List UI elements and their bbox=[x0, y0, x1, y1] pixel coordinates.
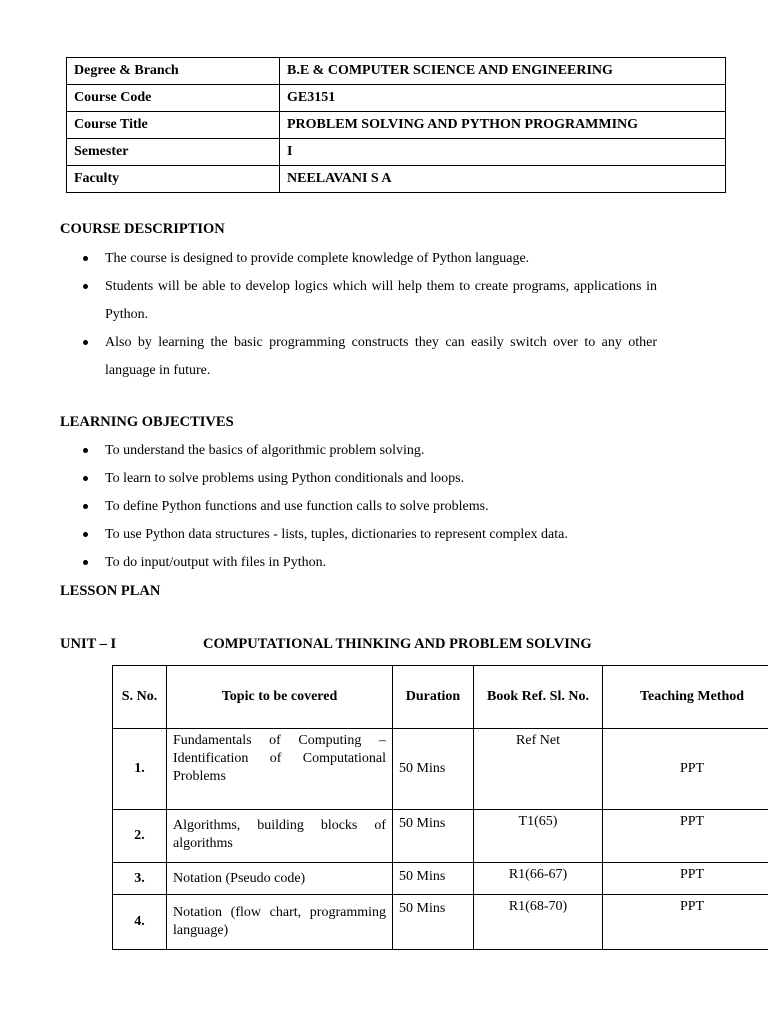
info-label: Faculty bbox=[67, 166, 280, 193]
row-topic: Notation (Pseudo code) bbox=[167, 863, 393, 895]
info-value: NEELAVANI S A bbox=[280, 166, 726, 193]
table-row bbox=[113, 895, 768, 950]
row-sno: 4. bbox=[113, 895, 167, 950]
info-value: I bbox=[280, 139, 726, 166]
table-row bbox=[113, 810, 768, 863]
header-sno: S. No. bbox=[113, 666, 167, 729]
table-row bbox=[113, 729, 768, 810]
course-info-table bbox=[66, 57, 726, 193]
row-book-ref: R1(68-70) bbox=[474, 895, 603, 950]
row-duration: 50 Mins bbox=[393, 729, 474, 810]
info-row-course-code bbox=[67, 85, 726, 112]
row-topic: Fundamentals of Computing – Identification of Computational Problems bbox=[167, 729, 393, 810]
table-row bbox=[113, 863, 768, 895]
row-book-ref: R1(66-67) bbox=[474, 863, 603, 895]
info-value: PROBLEM SOLVING AND PYTHON PROGRAMMING bbox=[280, 112, 726, 139]
learning-objectives-list bbox=[80, 437, 680, 577]
row-teaching-method: PPT bbox=[603, 895, 768, 950]
info-row-semester bbox=[67, 139, 726, 166]
row-teaching-method: PPT bbox=[603, 810, 768, 863]
lesson-plan-table bbox=[112, 665, 768, 950]
row-teaching-method: PPT bbox=[603, 729, 768, 810]
row-teaching-method: PPT bbox=[603, 863, 768, 895]
info-label: Semester bbox=[67, 139, 280, 166]
header-topic: Topic to be covered bbox=[167, 666, 393, 729]
row-sno: 3. bbox=[113, 863, 167, 895]
header-teaching-method: Teaching Method bbox=[603, 666, 768, 729]
list-item: Also by learning the basic programming constructs they can easily switch over to any other language in future. bbox=[80, 329, 657, 385]
info-label: Course Title bbox=[67, 112, 280, 139]
lesson-plan-heading: LESSON PLAN bbox=[60, 583, 161, 599]
header-book-ref: Book Ref. Sl. No. bbox=[474, 666, 603, 729]
list-item: To define Python functions and use function calls to solve problems. bbox=[80, 493, 680, 521]
info-value: GE3151 bbox=[280, 85, 726, 112]
unit-title: COMPUTATIONAL THINKING AND PROBLEM SOLVING bbox=[203, 636, 592, 652]
list-item: To understand the basics of algorithmic problem solving. bbox=[80, 437, 680, 465]
lesson-table-header bbox=[113, 666, 768, 729]
row-topic: Algorithms, building blocks of algorithms bbox=[167, 810, 393, 863]
row-sno: 1. bbox=[113, 729, 167, 810]
info-row-course-title bbox=[67, 112, 726, 139]
list-item: To do input/output with files in Python. bbox=[80, 549, 680, 577]
unit-label: UNIT – I bbox=[60, 636, 117, 652]
course-description-heading: COURSE DESCRIPTION bbox=[60, 221, 225, 237]
list-item: To learn to solve problems using Python conditionals and loops. bbox=[80, 465, 680, 493]
row-duration: 50 Mins bbox=[393, 895, 474, 950]
info-label: Course Code bbox=[67, 85, 280, 112]
row-duration: 50 Mins bbox=[393, 863, 474, 895]
row-duration: 50 Mins bbox=[393, 810, 474, 863]
learning-objectives-heading: LEARNING OBJECTIVES bbox=[60, 414, 234, 430]
row-book-ref: Ref Net bbox=[474, 729, 603, 810]
info-label: Degree & Branch bbox=[67, 58, 280, 85]
course-description-list bbox=[80, 245, 657, 385]
info-row-faculty bbox=[67, 166, 726, 193]
row-sno: 2. bbox=[113, 810, 167, 863]
row-book-ref: T1(65) bbox=[474, 810, 603, 863]
row-topic: Notation (flow chart, programming language) bbox=[167, 895, 393, 950]
header-duration: Duration bbox=[393, 666, 474, 729]
list-item: The course is designed to provide complete knowledge of Python language. bbox=[80, 245, 657, 273]
info-row-degree bbox=[67, 58, 726, 85]
info-value: B.E & COMPUTER SCIENCE AND ENGINEERING bbox=[280, 58, 726, 85]
list-item: To use Python data structures - lists, tuples, dictionaries to represent complex data. bbox=[80, 521, 680, 549]
list-item: Students will be able to develop logics which will help them to create programs, applications in Python. bbox=[80, 273, 657, 329]
